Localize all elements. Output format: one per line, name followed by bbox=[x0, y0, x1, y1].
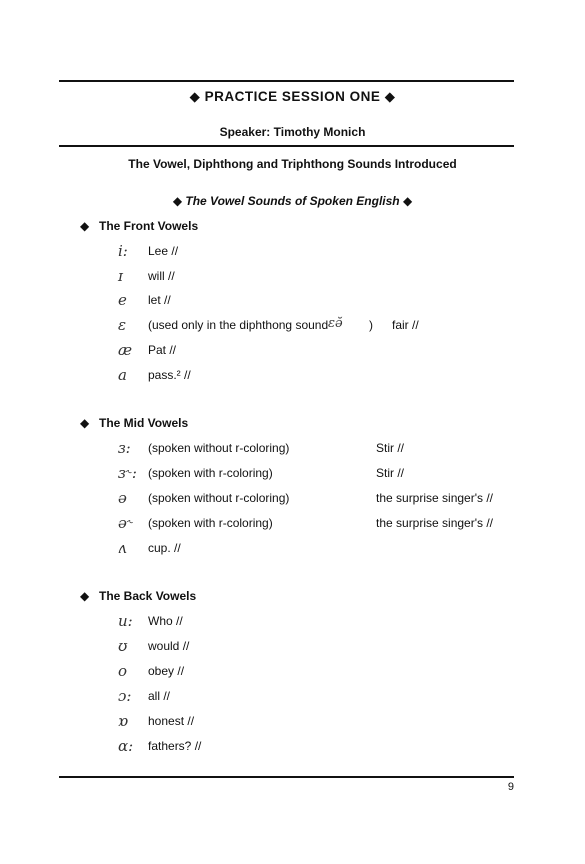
list-item bbox=[0, 244, 585, 264]
ipa-symbol: ɛ bbox=[118, 316, 127, 334]
list-item bbox=[0, 441, 585, 461]
list-item bbox=[0, 614, 585, 634]
ipa-symbol: ə˞ bbox=[118, 514, 134, 532]
list-item bbox=[0, 466, 585, 486]
item-label: honest // bbox=[148, 714, 195, 728]
list-item bbox=[0, 689, 585, 709]
top-rule bbox=[59, 80, 514, 82]
item-label: (used only in the diphthong sound bbox=[148, 318, 329, 332]
mid-vowels-title: The Mid Vowels bbox=[99, 416, 189, 430]
ipa-symbol: a bbox=[118, 366, 127, 384]
item-label: Who // bbox=[148, 614, 183, 628]
ipa-symbol: ɒ bbox=[118, 712, 129, 730]
item-label: fathers? // bbox=[148, 739, 202, 753]
list-item bbox=[0, 368, 585, 388]
list-item bbox=[0, 664, 585, 684]
list-item bbox=[0, 714, 585, 734]
item-label: obey // bbox=[148, 664, 185, 678]
list-item bbox=[0, 269, 585, 289]
footer-rule bbox=[59, 776, 514, 778]
session-title: ◆ PRACTICE SESSION ONE ◆ bbox=[189, 89, 396, 104]
item-label: Pat // bbox=[148, 343, 177, 357]
front-vowels-heading bbox=[80, 219, 198, 233]
list-item bbox=[0, 739, 585, 759]
item-label: would // bbox=[148, 639, 190, 653]
ipa-symbol: e bbox=[118, 291, 127, 309]
example-word: the surprise singer's // bbox=[376, 516, 494, 530]
item-label: (spoken with r-coloring) bbox=[148, 466, 273, 480]
item-label: will // bbox=[148, 269, 175, 283]
ipa-symbol: ɪ bbox=[118, 267, 123, 285]
diamond-bullet-icon: ◆ bbox=[80, 589, 90, 603]
list-item bbox=[0, 639, 585, 659]
example-word: the surprise singer's // bbox=[376, 491, 494, 505]
page-number: 9 bbox=[507, 781, 514, 793]
header-rule bbox=[59, 145, 514, 147]
ipa-symbol: ɜ: bbox=[118, 439, 131, 457]
ipa-symbol: ɑ: bbox=[118, 737, 134, 755]
back-vowels-heading bbox=[80, 589, 196, 603]
item-label: let // bbox=[148, 293, 171, 307]
item-label: Lee // bbox=[148, 244, 179, 258]
ipa-symbol: ʌ bbox=[118, 539, 127, 557]
diphthong-symbol: ɛə̆ bbox=[328, 316, 343, 331]
close-paren: ) bbox=[369, 318, 373, 332]
intro-heading: The Vowel, Diphthong and Triphthong Sounds Introduced bbox=[128, 157, 457, 171]
ipa-symbol: u: bbox=[118, 612, 133, 630]
section-subtitle: ◆ The Vowel Sounds of Spoken English ◆ bbox=[172, 194, 413, 208]
item-label: cup. // bbox=[148, 541, 181, 555]
list-item bbox=[0, 491, 585, 511]
item-label: all // bbox=[148, 689, 171, 703]
item-label: pass.² // bbox=[148, 368, 191, 382]
example-word: Stir // bbox=[376, 441, 405, 455]
list-item bbox=[0, 293, 585, 313]
example-word: Stir // bbox=[376, 466, 405, 480]
list-item bbox=[0, 541, 585, 561]
speaker-line: Speaker: Timothy Monich bbox=[219, 125, 366, 139]
ipa-symbol: o bbox=[118, 662, 128, 680]
front-vowels-title: The Front Vowels bbox=[99, 219, 199, 233]
item-label: (spoken without r-coloring) bbox=[148, 441, 290, 455]
example-word: fair // bbox=[392, 318, 419, 332]
list-item bbox=[0, 318, 585, 338]
ipa-symbol: ɜ˞: bbox=[118, 464, 137, 482]
ipa-symbol: ɔ: bbox=[118, 687, 132, 705]
list-item bbox=[0, 343, 585, 363]
ipa-symbol: æ bbox=[118, 341, 133, 359]
item-label: (spoken without r-coloring) bbox=[148, 491, 290, 505]
ipa-symbol: ʊ bbox=[118, 637, 128, 655]
list-item bbox=[0, 516, 585, 536]
ipa-symbol: i: bbox=[118, 242, 128, 260]
diamond-bullet-icon: ◆ bbox=[80, 416, 90, 430]
diamond-bullet-icon: ◆ bbox=[80, 219, 90, 233]
item-label: (spoken with r-coloring) bbox=[148, 516, 273, 530]
mid-vowels-heading bbox=[80, 416, 188, 430]
ipa-symbol: ə bbox=[118, 489, 127, 507]
back-vowels-title: The Back Vowels bbox=[99, 589, 197, 603]
